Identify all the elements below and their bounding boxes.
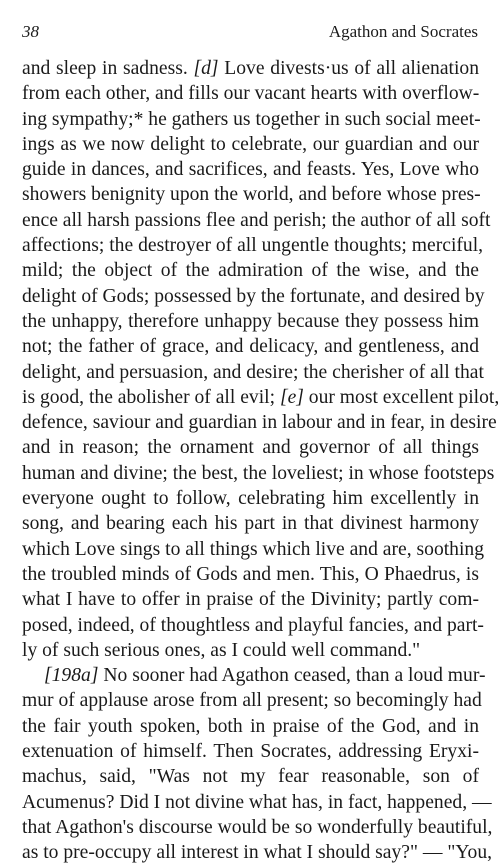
text-line	[22, 562, 479, 587]
text-segment: from each other, and fills our vacant hearts with overflow-	[22, 83, 480, 105]
text-line	[22, 385, 500, 410]
text-segment: which Love sings to all things which live and are, soothing	[22, 538, 485, 560]
text-line	[22, 638, 479, 663]
text-segment: machus, said, "Was not my fear reasonable, son of	[22, 766, 479, 788]
text-line	[22, 764, 479, 789]
text-segment: and sleep in sadness.	[22, 58, 194, 79]
text-line	[22, 435, 479, 460]
text-segment: the fair youth spoken, both in praise of the God, and in	[22, 715, 479, 737]
text-segment: ing sympathy;* he gathers us together in such social meet-	[22, 108, 481, 130]
text-line	[22, 182, 479, 207]
text-segment: defence, saviour and guardian in labour and in fear, in desire	[22, 412, 497, 434]
text-line	[22, 587, 479, 612]
text-segment: everyone ought to follow, celebrating him excellently in	[22, 488, 479, 510]
text-segment: ly of such serious ones, as I could well command."	[22, 639, 421, 661]
text-segment: as to pre-occupy all interest in what I should say?" — "You,	[22, 842, 493, 864]
text-segment: extenuation of himself. Then Socrates, addressing Eryxi-	[22, 741, 479, 763]
text-line	[22, 461, 495, 486]
text-line	[22, 334, 479, 359]
text-line	[22, 309, 479, 334]
text-segment: affections; the destroyer of all ungentle thoughts; merciful,	[22, 235, 484, 257]
text-segment: showers benignity upon the world, and before whose pres-	[22, 184, 481, 206]
text-line	[22, 56, 479, 81]
text-segment: is good, the abolisher of all evil;	[22, 386, 280, 408]
text-segment: posed, indeed, of thoughtless and playful fancies, and part-	[22, 614, 484, 636]
text-segment: Acumenus? Did I not divine what has, in fact, happened, —	[22, 791, 492, 813]
text-segment: Love divests·us of all alienation	[218, 58, 479, 79]
text-line	[22, 840, 493, 865]
text-line	[22, 208, 491, 233]
text-segment: mild; the object of the admiration of the wise, and the	[22, 260, 479, 282]
text-line	[22, 714, 479, 739]
text-segment: guide in dances, and sacrifices, and feasts. Yes, Love who	[22, 159, 479, 181]
text-line	[22, 537, 485, 562]
text-line	[22, 157, 479, 182]
text-segment: ence all harsh passions flee and perish; the author of all soft	[22, 209, 491, 231]
stephanus-marker: [198a]	[44, 665, 99, 687]
text-line	[22, 511, 479, 536]
text-line	[22, 739, 479, 764]
text-line	[22, 663, 486, 688]
text-line	[22, 360, 484, 385]
text-segment: mur of applause arose from all present; so becomingly had	[22, 690, 482, 712]
text-segment: the troubled minds of Gods and men. This, O Phaedrus, is	[22, 563, 479, 585]
text-line	[22, 132, 479, 157]
text-line	[22, 790, 492, 815]
text-segment: what I have to offer in praise of the Divinity; partly com-	[22, 589, 479, 611]
running-head	[22, 20, 478, 44]
text-line	[22, 233, 484, 258]
text-line	[22, 486, 479, 511]
text-line	[22, 258, 479, 283]
text-segment: and in reason; the ornament and governor of all things	[22, 437, 479, 459]
text-line	[22, 613, 484, 638]
text-line	[22, 688, 482, 713]
text-line	[22, 81, 479, 106]
text-segment: delight, and persuasion, and desire; the cherisher of all that	[22, 361, 484, 383]
text-segment: not; the father of grace, and delicacy, and gentleness, and	[22, 336, 479, 358]
text-segment: our most excellent pilot,	[303, 386, 500, 408]
text-segment: the unhappy, therefore unhappy because they possess him	[22, 310, 479, 332]
stephanus-marker: [e]	[279, 386, 304, 408]
text-segment: human and divine; the best, the loveliest; in whose footsteps	[22, 462, 495, 484]
stephanus-marker: [d]	[193, 58, 219, 79]
text-line	[22, 107, 479, 132]
text-segment: ings as we now delight to celebrate, our guardian and our	[22, 133, 479, 155]
body-text	[22, 56, 500, 866]
running-title: Agathon and Socrates	[328, 22, 478, 41]
text-line	[22, 815, 493, 840]
text-line	[22, 410, 497, 435]
text-line	[22, 284, 485, 309]
text-segment: delight of Gods; possessed by the fortunate, and desired by	[22, 285, 485, 307]
page-number: 38	[22, 22, 39, 41]
text-segment: No sooner had Agathon ceased, than a loud mur-	[98, 665, 486, 687]
text-segment: that Agathon's discourse would be so wonderfully beautiful,	[22, 816, 493, 838]
text-segment: song, and bearing each his part in that divinest harmony	[22, 513, 479, 535]
